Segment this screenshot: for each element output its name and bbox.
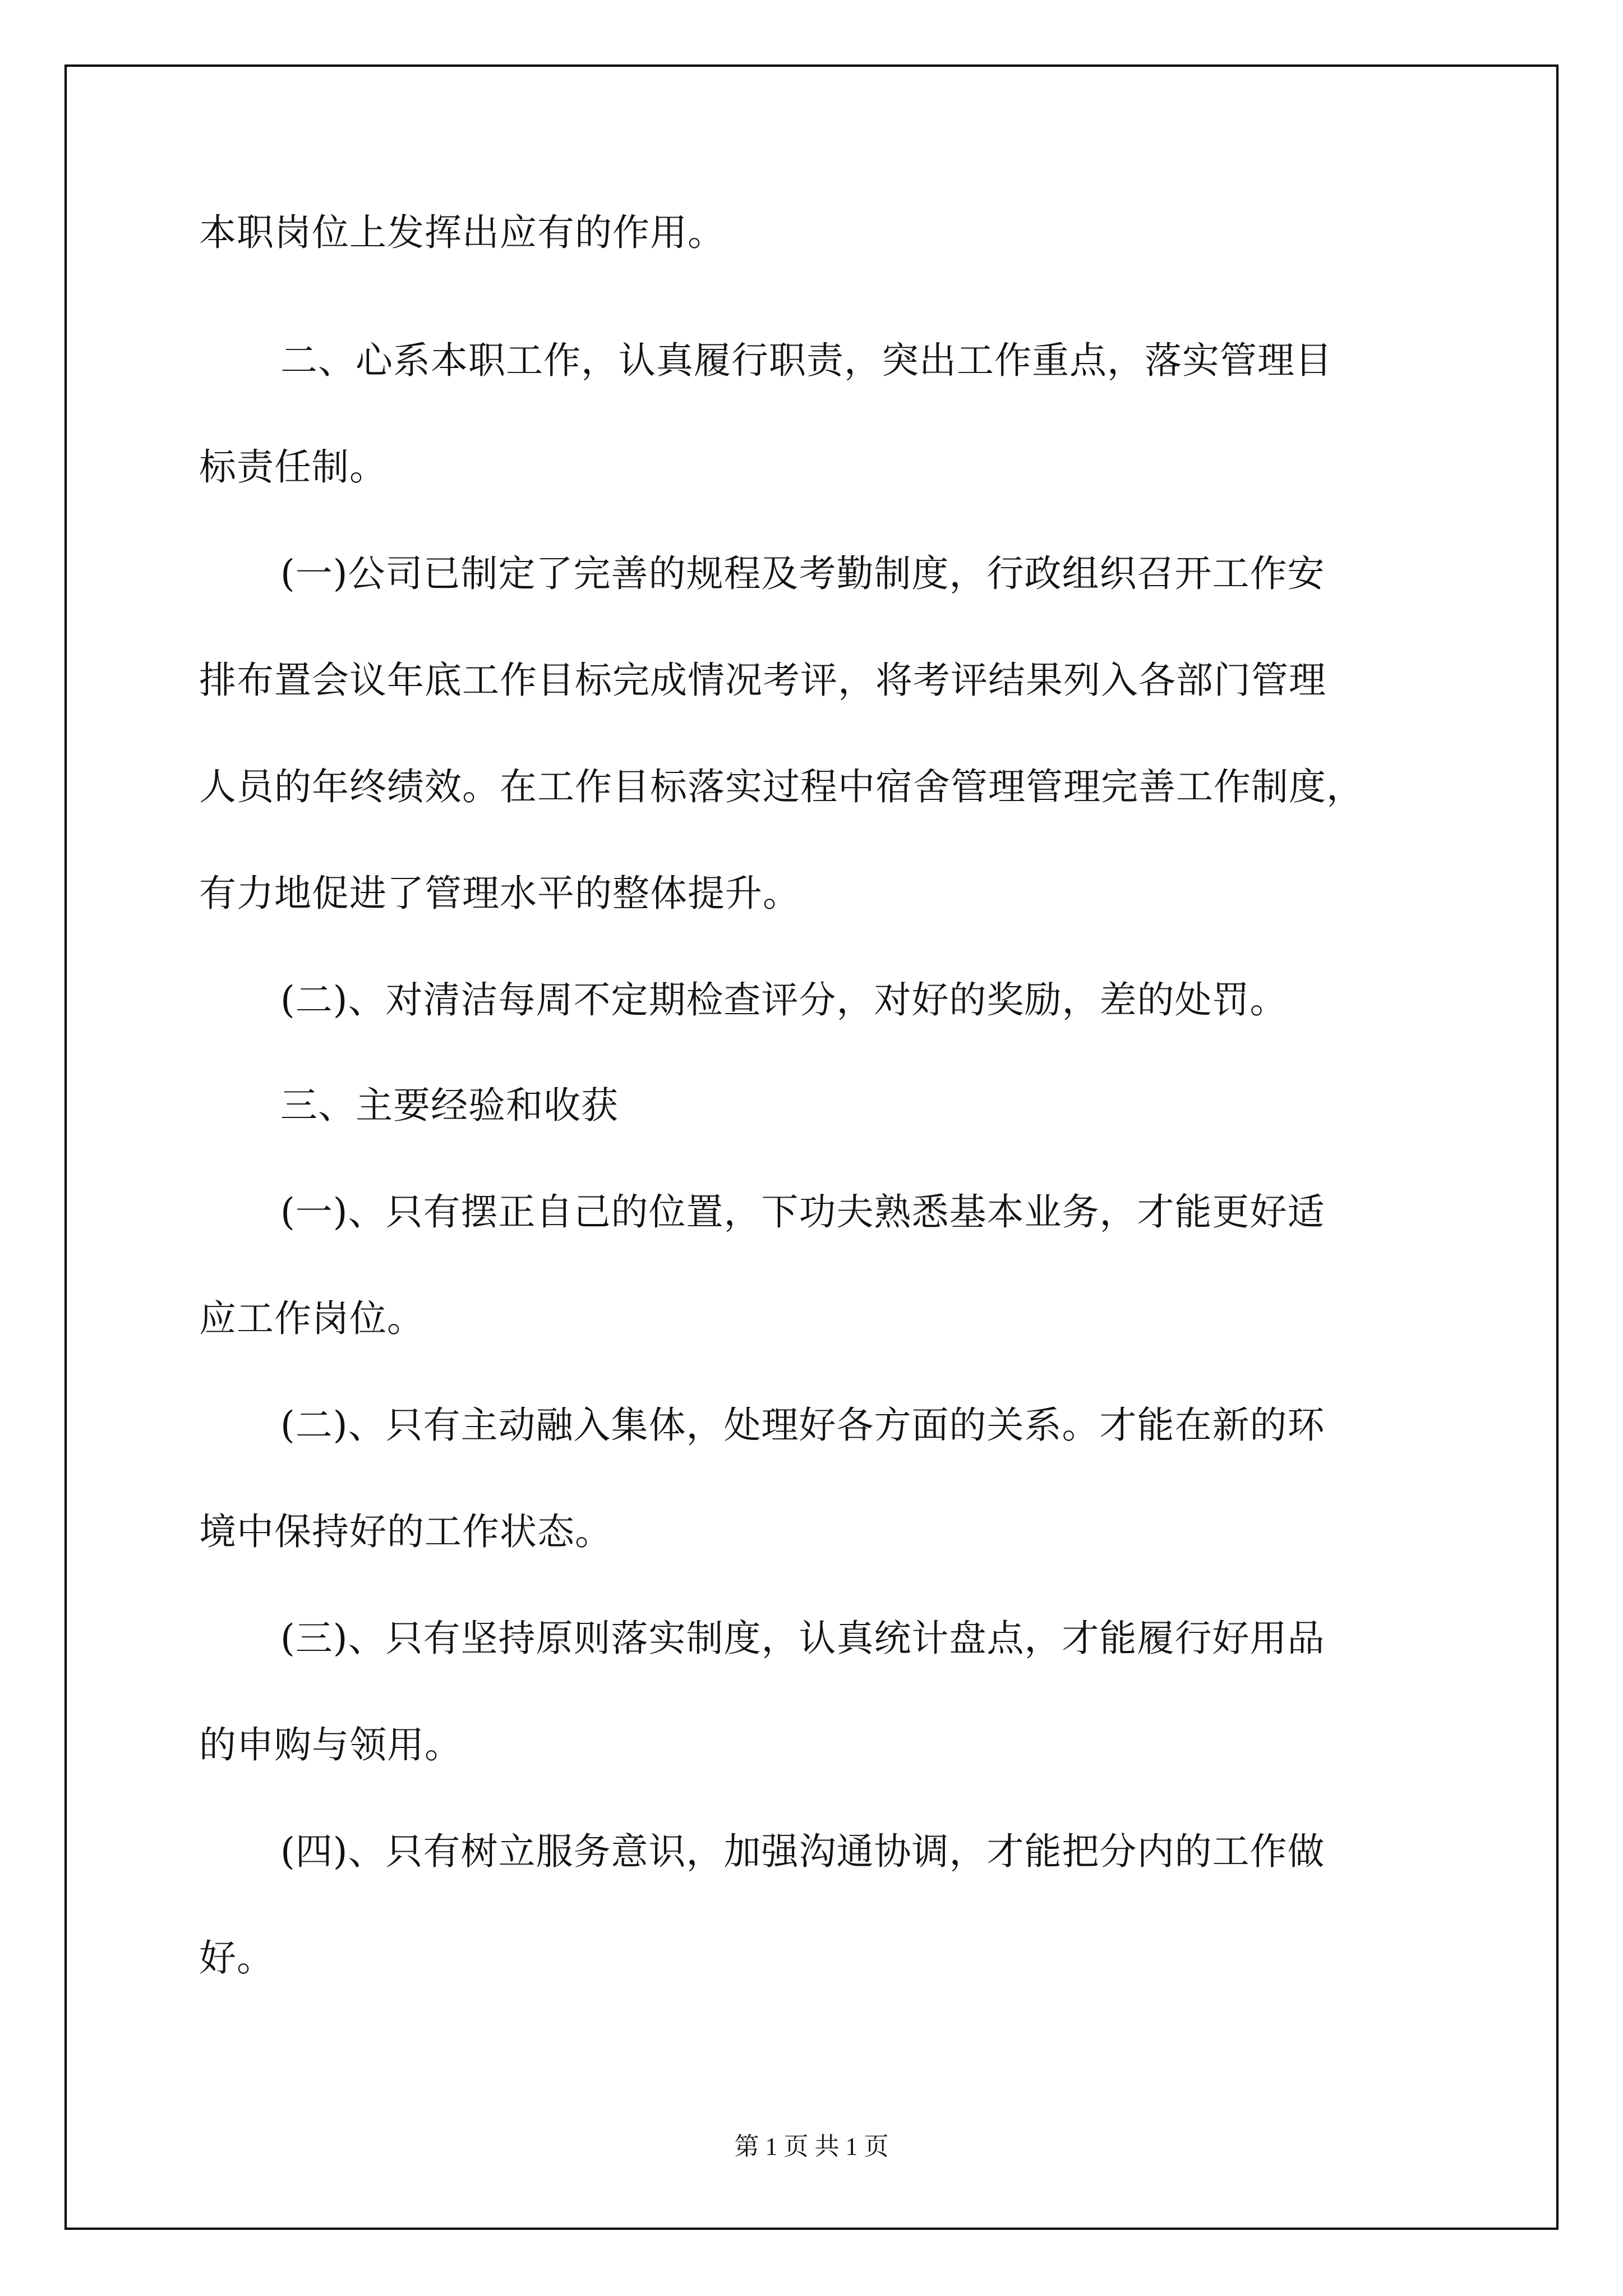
text-line: 的申购与领用。 [199, 1723, 462, 1766]
text-line: 有力地促进了管理水平的整体提升。 [199, 872, 800, 915]
section-heading: 二、心系本职工作，认真履行职责，突出工作重点，落实管理目 [280, 339, 1332, 382]
paragraph-start: (一)公司已制定了完善的规程及考勤制度，行政组织召开工作安 [280, 552, 1325, 595]
page-number-footer: 第 1 页 共 1 页 [734, 2133, 889, 2160]
text-line: 境中保持好的工作状态。 [199, 1510, 612, 1553]
text-line: 本职岗位上发挥出应有的作用。 [199, 211, 725, 254]
paragraph-start: (二)、只有主动融入集体，处理好各方面的关系。才能在新的环 [280, 1404, 1325, 1447]
paragraph-start: (三)、只有坚持原则落实制度，认真统计盘点，才能履行好用品 [280, 1617, 1325, 1660]
text-line: 好。 [199, 1936, 274, 1980]
paragraph-start: (四)、只有树立服务意识，加强沟通协调，才能把分内的工作做 [280, 1830, 1325, 1873]
paragraph-start: (一)、只有摆正自己的位置，下功夫熟悉基本业务，才能更好适 [280, 1190, 1325, 1234]
section-heading: 三、主要经验和收获 [280, 1084, 619, 1127]
text-line: 标责任制。 [199, 445, 387, 489]
text-line: 排布置会议年底工作目标完成情况考评，将考评结果列入各部门管理 [199, 659, 1326, 702]
page-border [64, 65, 1559, 2230]
paragraph-start: (二)、对清洁每周不定期检查评分，对好的奖励，差的处罚。 [280, 978, 1288, 1022]
text-line: 人员的年终绩效。在工作目标落实过程中宿舍管理管理完善工作制度， [199, 765, 1364, 808]
text-line: 应工作岗位。 [199, 1297, 425, 1340]
